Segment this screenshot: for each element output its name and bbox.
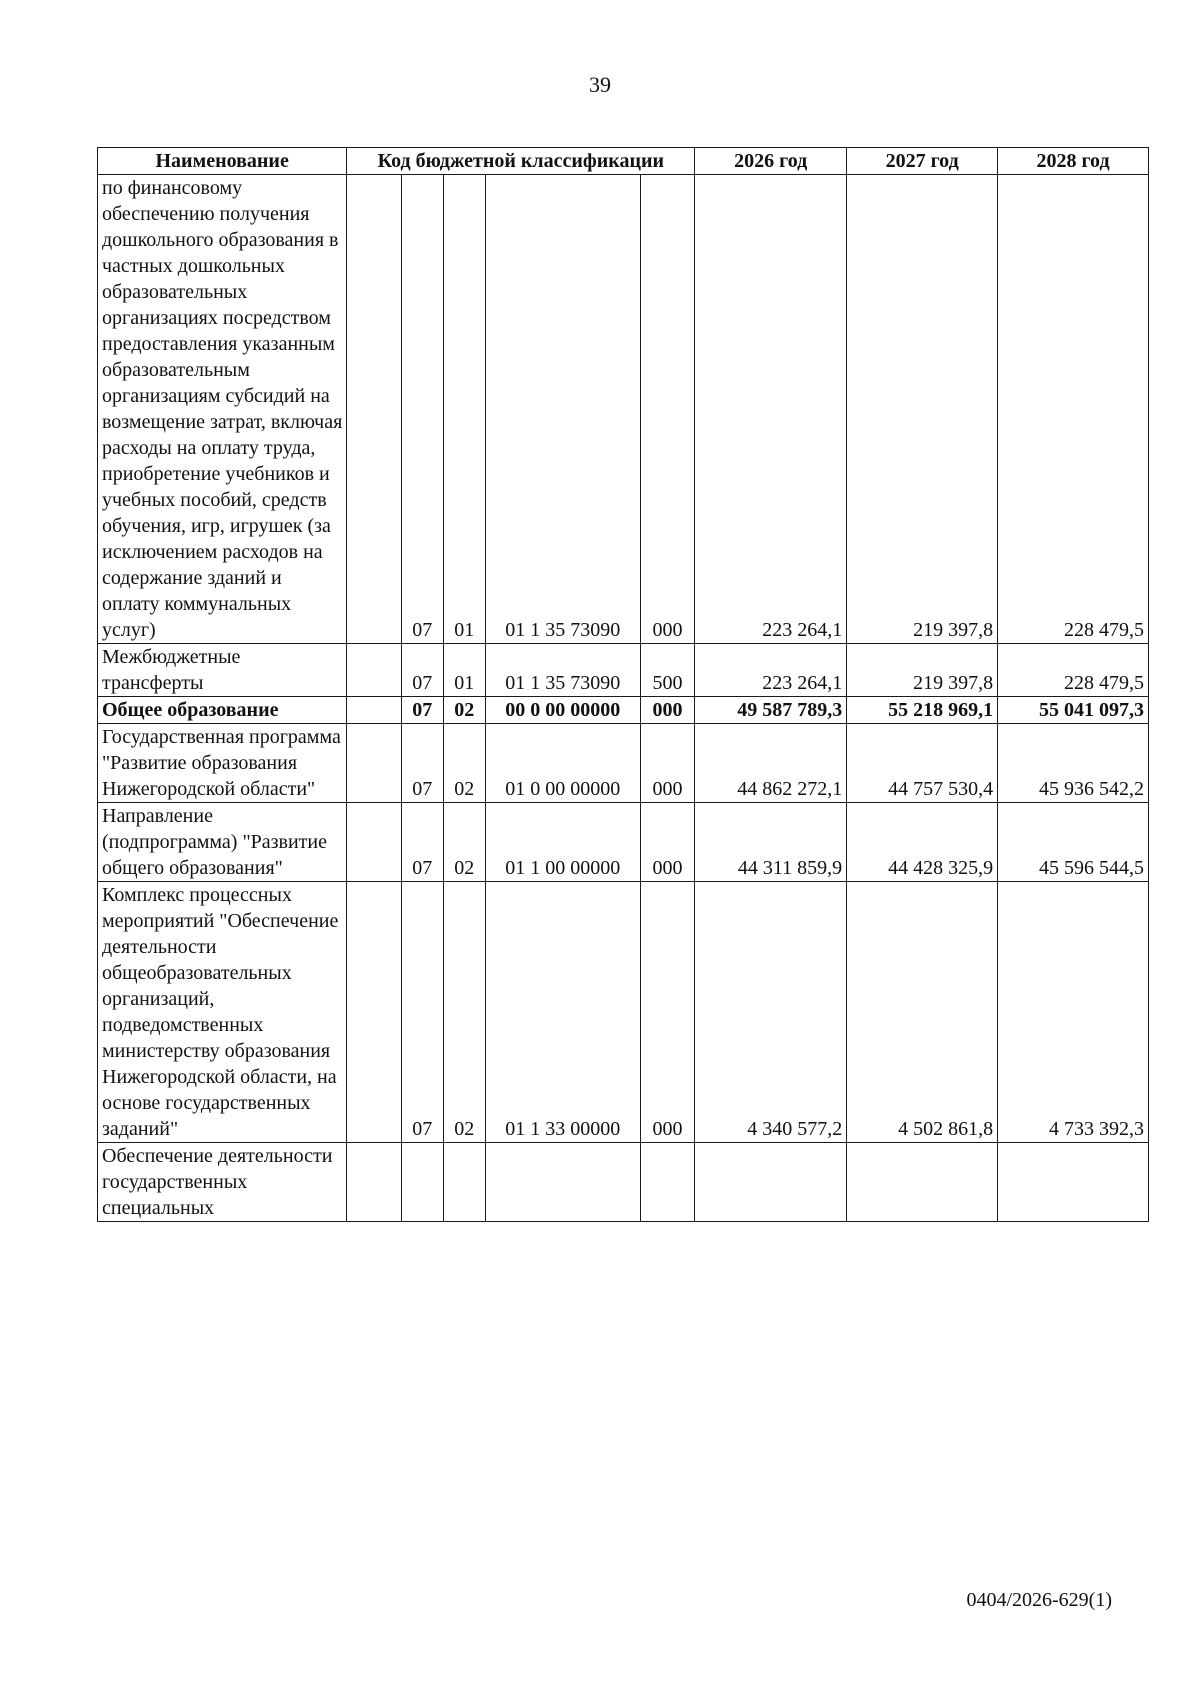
code-target-article: 01 1 35 73090 [485, 175, 640, 644]
row-name: по финансовому обеспечению получения дошкольного образования в частных дошкольных образовательных организациях посредством предоставления указанным образовательным организациям субсидий на возмещение затрат, включая расходы на оплату труда, приобретение учебников и учебных пособий, средств обучения, игр, игрушек (за исключением расходов на содержание зданий и оплату коммунальных услуг) [98, 175, 347, 644]
code-part-1 [347, 175, 401, 644]
code-section: 07 [401, 175, 443, 644]
table-row [98, 1143, 1149, 1222]
code-target-article: 01 1 33 00000 [485, 882, 640, 1143]
table-row [98, 697, 1149, 724]
code-part-1 [347, 644, 401, 697]
table-row [98, 175, 1149, 644]
code-expense-type: 000 [640, 175, 695, 644]
value-2027: 4 502 861,8 [847, 882, 998, 1143]
row-name: Государственная программа "Развитие образования Нижегородской области" [98, 724, 347, 803]
code-subsection: 02 [443, 724, 485, 803]
code-section: 07 [401, 644, 443, 697]
value-2028: 4 733 392,3 [998, 882, 1149, 1143]
value-2026: 44 862 272,1 [695, 724, 847, 803]
code-target-article: 01 0 00 00000 [485, 724, 640, 803]
code-section: 07 [401, 882, 443, 1143]
value-2026: 49 587 789,3 [695, 697, 847, 724]
value-2028: 228 479,5 [998, 644, 1149, 697]
value-2026: 223 264,1 [695, 644, 847, 697]
value-2028: 55 041 097,3 [998, 697, 1149, 724]
table-row [98, 803, 1149, 882]
column-header-2028: 2028 год [998, 148, 1149, 175]
page-number: 39 [589, 72, 611, 97]
code-part-1 [347, 1143, 401, 1222]
document-registration-number: 0404/2026-629(1) [966, 1589, 1112, 1611]
code-section [401, 1143, 443, 1222]
column-header-name: Наименование [98, 148, 347, 175]
row-name: Общее образование [98, 697, 347, 724]
code-part-1 [347, 803, 401, 882]
budget-table [97, 147, 1149, 1222]
value-2027: 219 397,8 [847, 644, 998, 697]
code-part-1 [347, 724, 401, 803]
value-2026: 4 340 577,2 [695, 882, 847, 1143]
code-expense-type [640, 1143, 695, 1222]
value-2027: 219 397,8 [847, 175, 998, 644]
table-header-row [98, 148, 1149, 175]
code-subsection [443, 1143, 485, 1222]
code-expense-type: 000 [640, 724, 695, 803]
value-2026: 44 311 859,9 [695, 803, 847, 882]
value-2026: 223 264,1 [695, 175, 847, 644]
code-section: 07 [401, 697, 443, 724]
code-section: 07 [401, 724, 443, 803]
value-2027 [847, 1143, 998, 1222]
code-expense-type: 000 [640, 803, 695, 882]
row-name: Комплекс процессных мероприятий "Обеспечение деятельности общеобразовательных организаций, подведомственных министерству образования Нижегородской области, на основе государственных заданий" [98, 882, 347, 1143]
code-target-article [485, 1143, 640, 1222]
column-header-code: Код бюджетной классификации [347, 148, 695, 175]
row-name: Направление (подпрограмма) "Развитие общего образования" [98, 803, 347, 882]
code-subsection: 01 [443, 175, 485, 644]
value-2028: 45 936 542,2 [998, 724, 1149, 803]
column-header-2026: 2026 год [695, 148, 847, 175]
code-subsection: 01 [443, 644, 485, 697]
code-subsection: 02 [443, 697, 485, 724]
code-subsection: 02 [443, 803, 485, 882]
code-part-1 [347, 697, 401, 724]
value-2028: 228 479,5 [998, 175, 1149, 644]
column-header-2027: 2027 год [847, 148, 998, 175]
code-target-article: 00 0 00 00000 [485, 697, 640, 724]
value-2027: 55 218 969,1 [847, 697, 998, 724]
value-2028: 45 596 544,5 [998, 803, 1149, 882]
code-section: 07 [401, 803, 443, 882]
code-target-article: 01 1 00 00000 [485, 803, 640, 882]
code-expense-type: 500 [640, 644, 695, 697]
value-2027: 44 428 325,9 [847, 803, 998, 882]
table-row [98, 644, 1149, 697]
code-subsection: 02 [443, 882, 485, 1143]
code-expense-type: 000 [640, 882, 695, 1143]
value-2027: 44 757 530,4 [847, 724, 998, 803]
code-expense-type: 000 [640, 697, 695, 724]
table-row [98, 882, 1149, 1143]
row-name: Межбюджетные трансферты [98, 644, 347, 697]
code-part-1 [347, 882, 401, 1143]
value-2026 [695, 1143, 847, 1222]
value-2028 [998, 1143, 1149, 1222]
table-row [98, 724, 1149, 803]
row-name: Обеспечение деятельности государственных специальных [98, 1143, 347, 1222]
code-target-article: 01 1 35 73090 [485, 644, 640, 697]
